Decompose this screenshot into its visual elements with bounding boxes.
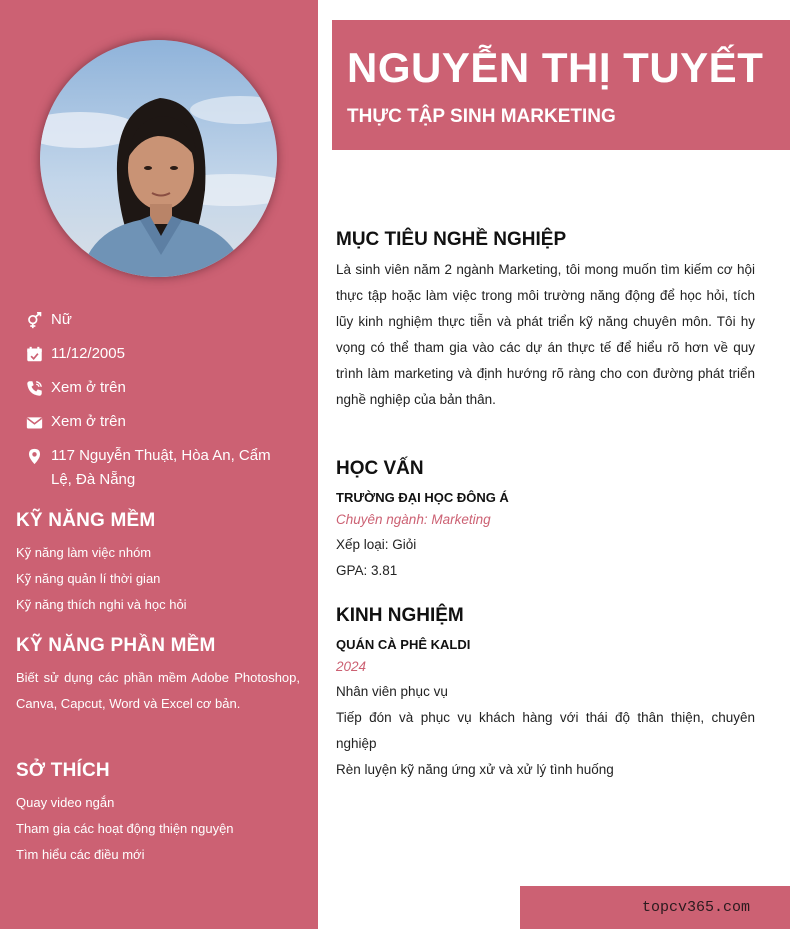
watermark-badge [520,886,790,929]
objective-section [336,229,755,413]
software-skills-heading: KỸ NĂNG PHẦN MỀM [16,635,216,656]
soft-skill-item: Kỹ năng thích nghi và học hỏi [16,597,187,612]
contact-birthday [24,342,294,366]
contact-address [24,444,294,492]
name-banner [332,20,790,150]
position: Nhân viên phục vụ [336,684,448,699]
objective-text: Là sinh viên năm 2 ngành Marketing, tôi mong muốn tìm kiếm cơ hội thực tập hoặc làm việc trong môi trường năng động để học hỏi, tích lũy kinh nghiệm thực tiễn và phát triển kỹ năng chuyên môn. Tôi hy vọng có thể tham gia vào các dự án thực tế để hiểu rõ hơn về quy trình làm marketing và định hướng rõ ràng cho con đường phát triển nghề nghiệp của bản thân. [336,262,755,407]
hobby-item: Tìm hiểu các điều mới [16,847,145,862]
contact-gender [24,308,294,332]
hobby-item: Tham gia các hoạt động thiện nguyện [16,821,234,836]
job-title: THỰC TẬP SINH MARKETING [347,106,616,127]
experience-section [336,605,755,783]
software-skills-text: Biết sử dụng các phần mềm Adobe Photoshop, Canva, Capcut, Word và Excel cơ bản. [16,670,300,711]
birthday-value: 11/12/2005 [51,345,125,362]
experience-year: 2024 [336,659,367,674]
gpa: GPA: 3.81 [336,563,398,578]
contact-email [24,410,294,434]
duty-item: Tiếp đón và phục vụ khách hàng với thái độ thân thiện, chuyên nghiệp [336,710,755,751]
education-section [336,458,755,584]
duty-item: Rèn luyện kỹ năng ứng xử và xử lý tình huống [336,762,614,777]
academic-rank: Xếp loại: Giỏi [336,537,417,552]
gender-value: Nữ [51,311,72,328]
soft-skill-item: Kỹ năng làm việc nhóm [16,545,152,560]
soft-skills-heading: KỸ NĂNG MỀM [16,510,156,531]
hobbies-section [16,760,300,868]
avatar [40,40,277,277]
location-pin-icon [24,444,44,468]
objective-heading: MỤC TIÊU NGHỀ NGHIỆP [336,229,567,250]
address-value: 117 Nguyễn Thuật, Hòa An, Cẩm Lệ, Đà Nẵng [51,447,271,488]
school-name: TRƯỜNG ĐẠI HỌC ĐÔNG Á [336,490,509,505]
gender-icon [24,308,44,332]
contact-phone [24,376,294,400]
contact-list [24,308,294,502]
company-name: QUÁN CÀ PHÊ KALDI [336,637,471,652]
watermark-text: topcv365.com [641,899,750,916]
software-skills-section [16,635,300,717]
major: Chuyên ngành: Marketing [336,512,491,527]
experience-heading: KINH NGHIỆM [336,605,464,626]
profile-photo [40,40,277,277]
education-heading: HỌC VẤN [336,458,424,479]
email-value[interactable]: Xem ở trên [51,413,126,430]
phone-value[interactable]: Xem ở trên [51,379,126,396]
calendar-icon [24,342,44,366]
envelope-icon [24,410,44,434]
full-name: NGUYỄN THỊ TUYẾT [347,44,764,91]
soft-skill-item: Kỹ năng quản lí thời gian [16,571,161,586]
soft-skills-section [16,510,300,618]
phone-icon [24,376,44,400]
hobby-item: Quay video ngắn [16,795,115,810]
sidebar [0,0,318,929]
hobbies-heading: SỞ THÍCH [16,760,110,781]
